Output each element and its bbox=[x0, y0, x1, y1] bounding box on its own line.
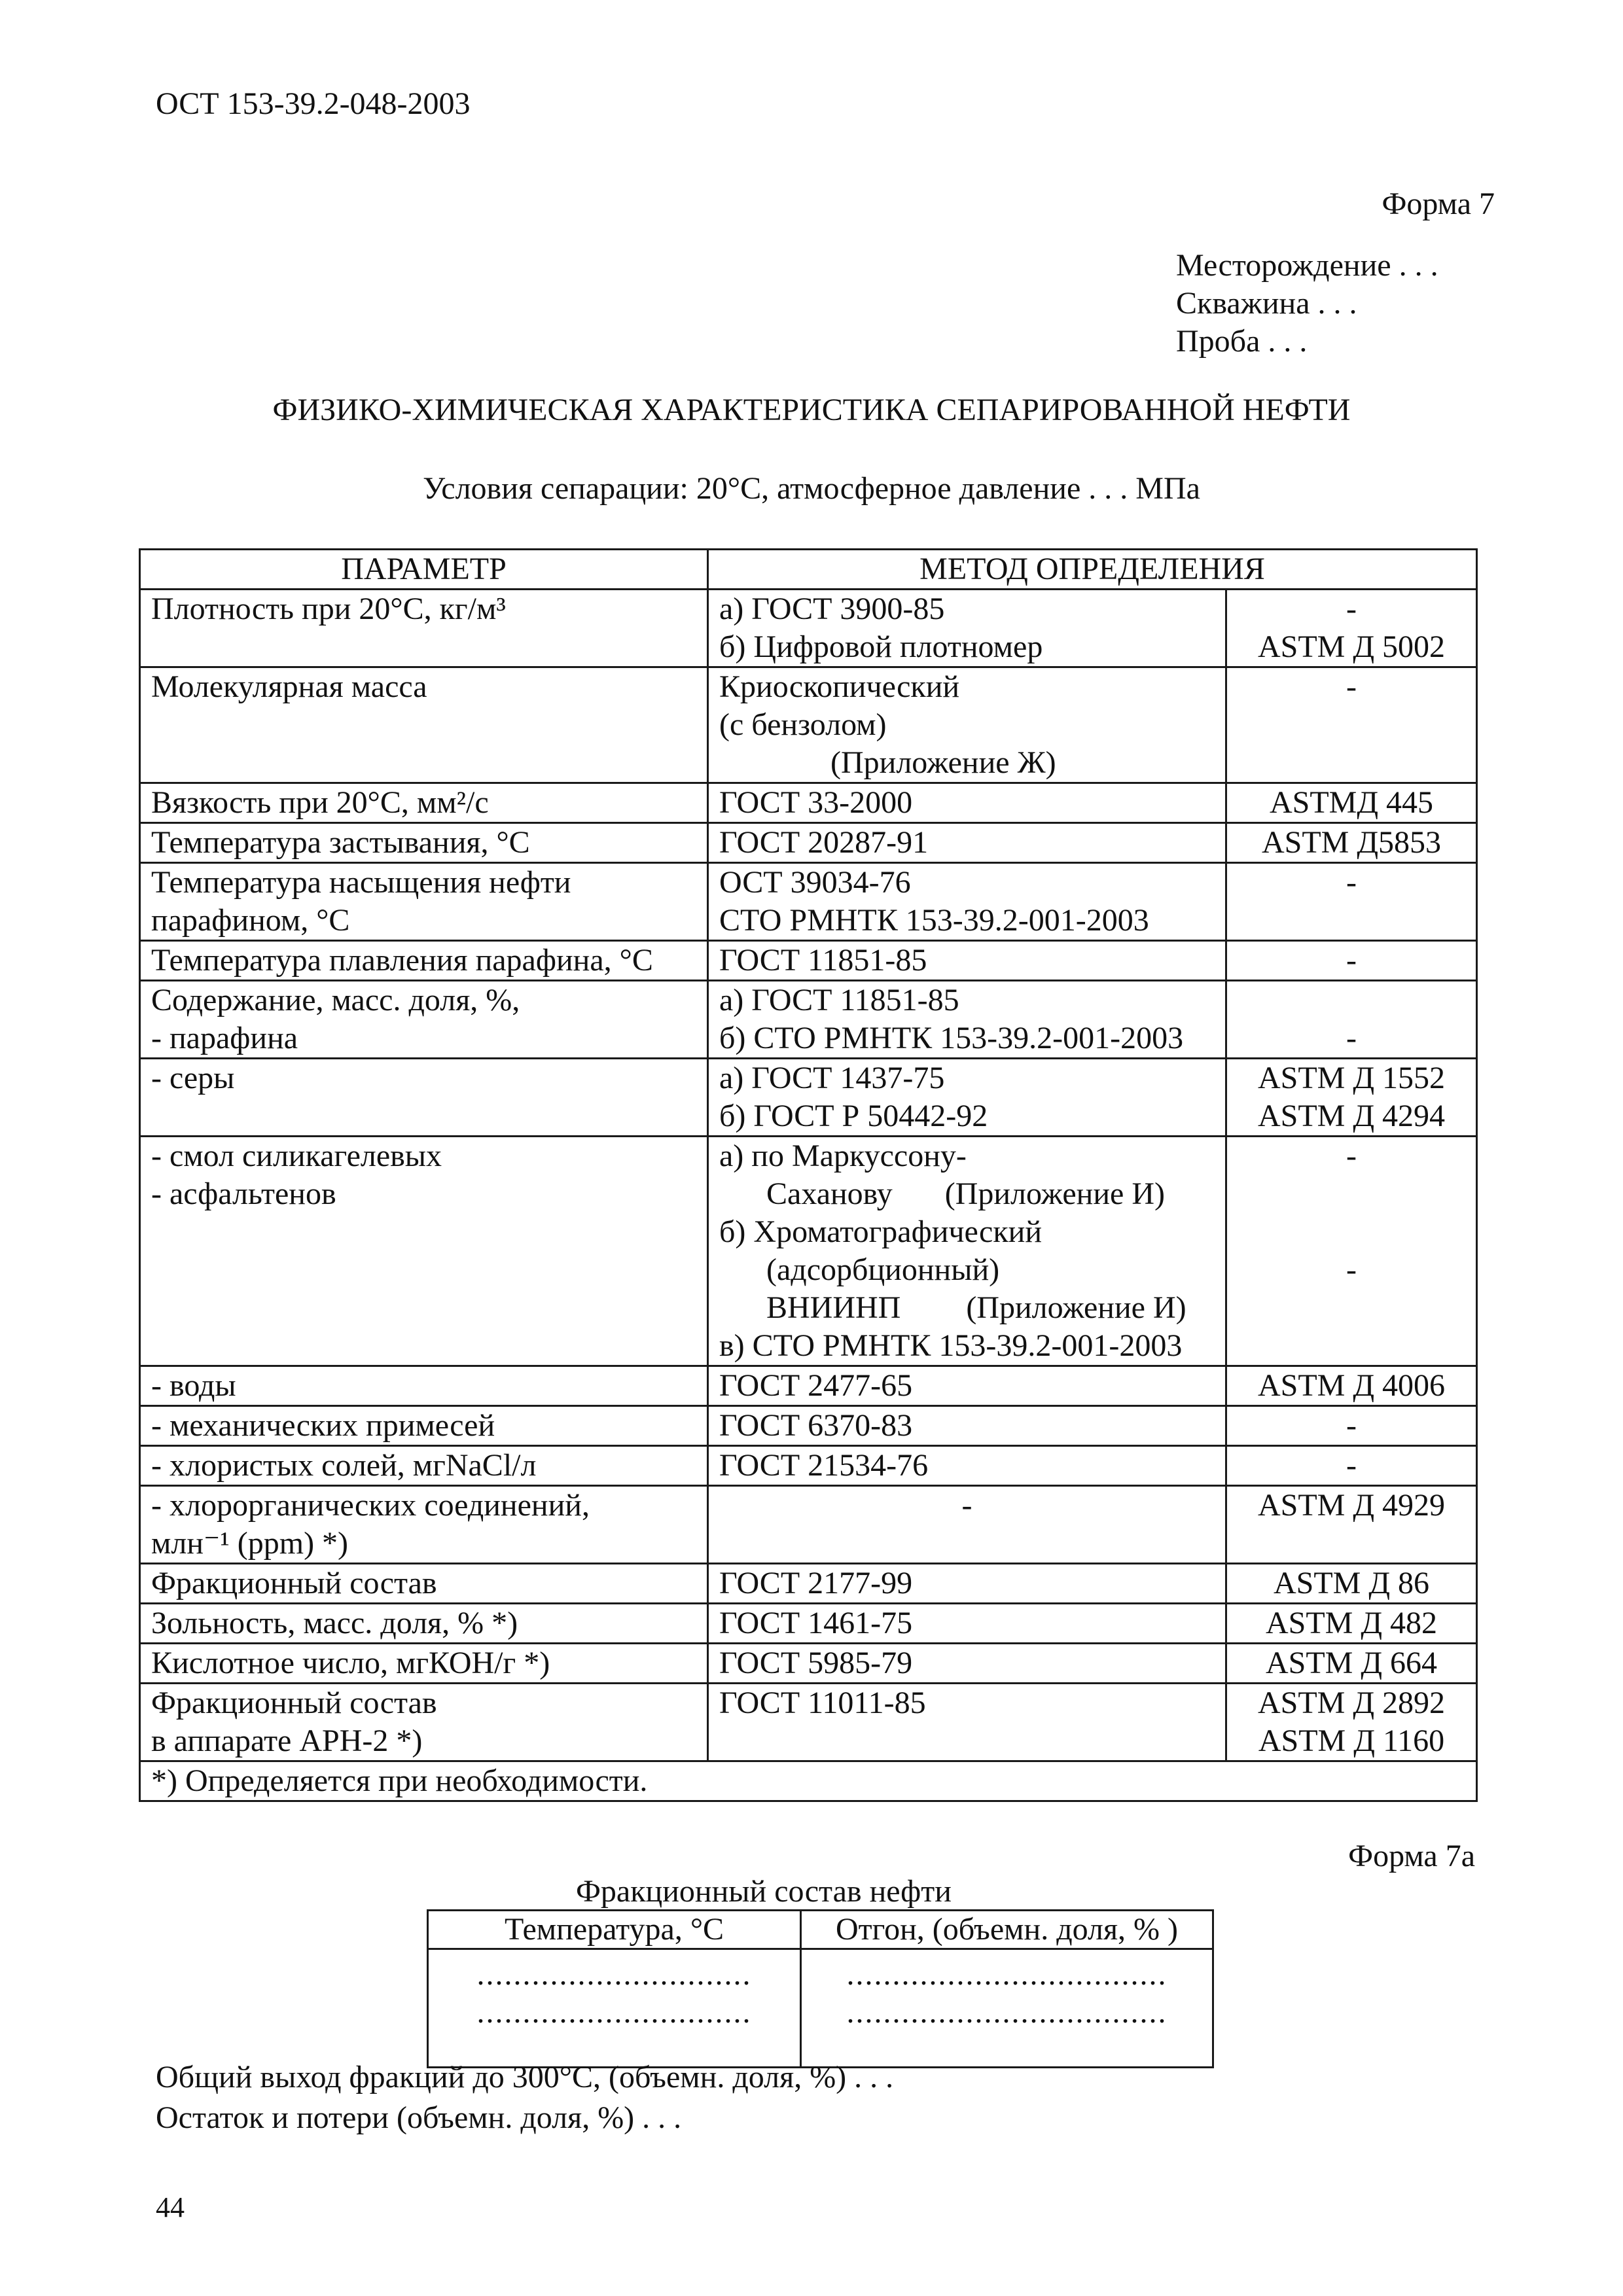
method-cell: - bbox=[708, 1486, 1226, 1564]
form-7a-label: Форма 7а bbox=[1348, 1839, 1475, 1873]
astm-cell: - bbox=[1226, 1446, 1477, 1486]
param-text: Температура насыщения нефти bbox=[151, 865, 571, 900]
header-method: МЕТОД ОПРЕДЕЛЕНИЯ bbox=[708, 550, 1477, 590]
field-sample: Проба . . . bbox=[1176, 324, 1308, 359]
astm-text: ASTM Д 1552 bbox=[1257, 1061, 1446, 1095]
method-text bbox=[719, 1289, 1215, 1327]
header-temperature: Температура, °С bbox=[428, 1911, 801, 1949]
field-well: Скважина . . . bbox=[1176, 286, 1357, 321]
separation-conditions: Условия сепарации: 20°С, атмосферное давление . . . МПа bbox=[423, 471, 1200, 506]
astm-text: ASTM Д 2892 bbox=[1257, 1686, 1446, 1720]
param-cell: - механических примесей bbox=[140, 1406, 708, 1446]
astm-cell bbox=[1226, 667, 1477, 783]
fraction-body-row bbox=[428, 1949, 1213, 2068]
temperature-cell bbox=[428, 1949, 801, 2068]
param-cell bbox=[140, 1486, 708, 1564]
method-cell: ГОСТ 33-2000 bbox=[708, 783, 1226, 823]
param-cell: Вязкость при 20°С, мм²/с bbox=[140, 783, 708, 823]
param-cell bbox=[140, 981, 708, 1059]
astm-cell bbox=[1226, 1137, 1477, 1366]
blank-line: ................................... bbox=[846, 1995, 1168, 2030]
param-cell: Температура плавления парафина, °С bbox=[140, 941, 708, 981]
table-row bbox=[140, 667, 1477, 783]
residue-losses: Остаток и потери (объемн. доля, %) . . . bbox=[156, 2100, 682, 2135]
param-cell: Зольность, масс. доля, % *) bbox=[140, 1604, 708, 1644]
astm-text: ASTM Д 4294 bbox=[1257, 1099, 1446, 1133]
method-cell: ГОСТ 1461-75 bbox=[708, 1604, 1226, 1644]
astm-cell: ASTM Д 482 bbox=[1226, 1604, 1477, 1644]
method-cell bbox=[708, 1137, 1226, 1366]
table-row bbox=[140, 863, 1477, 941]
blank-line: .............................. bbox=[476, 1957, 752, 1992]
fraction-table bbox=[427, 1909, 1214, 2068]
method-cell bbox=[708, 1059, 1226, 1137]
total-yield: Общий выход фракций до 300°С, (объемн. доля, %) . . . bbox=[156, 2060, 894, 2094]
astm-cell: ASTM Д 4929 bbox=[1226, 1486, 1477, 1564]
method-text-part: (Приложение И) bbox=[966, 1290, 1186, 1325]
astm-text: ASTM Д 1160 bbox=[1258, 1723, 1445, 1758]
table-header-row bbox=[140, 550, 1477, 590]
astm-cell: - bbox=[1226, 1406, 1477, 1446]
method-cell: ГОСТ 20287-91 bbox=[708, 823, 1226, 863]
fraction-table-title: Фракционный состав нефти bbox=[576, 1874, 952, 1909]
param-text: Молекулярная масса bbox=[151, 669, 427, 704]
method-text-part: Саханову bbox=[766, 1176, 893, 1211]
table-row bbox=[140, 823, 1477, 863]
method-text: а) ГОСТ 1437-75 bbox=[719, 1061, 945, 1095]
method-cell: ГОСТ 11011-85 bbox=[708, 1684, 1226, 1761]
table-row bbox=[140, 1366, 1477, 1406]
method-text: б) Цифровой плотномер bbox=[719, 629, 1043, 664]
method-cell: ГОСТ 5985-79 bbox=[708, 1644, 1226, 1684]
method-text: СТО РМНТК 153-39.2-001-2003 bbox=[719, 903, 1149, 938]
table-row bbox=[140, 1684, 1477, 1761]
method-cell bbox=[708, 981, 1226, 1059]
table-row bbox=[140, 981, 1477, 1059]
param-cell bbox=[140, 590, 708, 667]
table-row bbox=[140, 783, 1477, 823]
page-number: 44 bbox=[156, 2191, 185, 2223]
method-cell: ГОСТ 6370-83 bbox=[708, 1406, 1226, 1446]
table-row bbox=[140, 590, 1477, 667]
method-text: а) по Маркуссону- bbox=[719, 1139, 967, 1173]
method-text: б) ГОСТ Р 50442-92 bbox=[719, 1099, 988, 1133]
table-row bbox=[140, 1486, 1477, 1564]
param-text: - хлорорганических соединений, bbox=[151, 1488, 590, 1523]
param-cell bbox=[140, 667, 708, 783]
blank-line: ................................... bbox=[846, 1957, 1168, 1992]
table-row bbox=[140, 1564, 1477, 1604]
footnote-row bbox=[140, 1761, 1477, 1801]
astm-cell: ASTM Д 664 bbox=[1226, 1644, 1477, 1684]
param-cell: - серы bbox=[140, 1059, 708, 1137]
footnote: *) Определяется при необходимости. bbox=[140, 1761, 1477, 1801]
table-row bbox=[140, 1446, 1477, 1486]
document-code: ОСТ 153-39.2-048-2003 bbox=[156, 86, 471, 121]
astm-cell bbox=[1226, 1059, 1477, 1137]
param-text: Плотность при 20°С, кг/м³ bbox=[151, 592, 506, 626]
distillate-cell bbox=[801, 1949, 1213, 2068]
table-row bbox=[140, 1604, 1477, 1644]
param-cell bbox=[140, 1137, 708, 1366]
table-row bbox=[140, 941, 1477, 981]
properties-table bbox=[139, 548, 1478, 1802]
method-cell: ГОСТ 11851-85 bbox=[708, 941, 1226, 981]
astm-cell: ASTM Д5853 bbox=[1226, 823, 1477, 863]
blank-line: .............................. bbox=[476, 1995, 752, 2030]
method-text-part: ВНИИНП bbox=[766, 1290, 901, 1325]
method-text: б) СТО РМНТК 153-39.2-001-2003 bbox=[719, 1021, 1184, 1055]
method-text bbox=[719, 1175, 1215, 1213]
astm-cell: - bbox=[1226, 981, 1477, 1059]
astm-cell: - bbox=[1226, 863, 1477, 941]
astm-text: - bbox=[1346, 1252, 1357, 1287]
param-text: млн⁻¹ (ppm) *) bbox=[151, 1526, 349, 1561]
table-row bbox=[140, 1644, 1477, 1684]
param-text: - асфальтенов bbox=[151, 1176, 336, 1211]
method-cell bbox=[708, 590, 1226, 667]
method-text: (с бензолом) bbox=[719, 707, 887, 742]
method-text: а) ГОСТ 3900-85 bbox=[719, 592, 945, 626]
param-cell bbox=[140, 1684, 708, 1761]
method-cell: ГОСТ 2177-99 bbox=[708, 1564, 1226, 1604]
param-text: Содержание, масс. доля, %, bbox=[151, 983, 520, 1017]
astm-cell: ASTM Д 86 bbox=[1226, 1564, 1477, 1604]
astm-cell bbox=[1226, 590, 1477, 667]
param-cell: Температура застывания, °С bbox=[140, 823, 708, 863]
param-text: - парафина bbox=[151, 1021, 298, 1055]
method-text-part: (Приложение И) bbox=[944, 1176, 1165, 1211]
param-text: парафином, °С bbox=[151, 903, 350, 938]
method-text: (адсорбционный) bbox=[766, 1252, 1000, 1287]
table-row bbox=[140, 1137, 1477, 1366]
header-parameter: ПАРАМЕТР bbox=[140, 550, 708, 590]
method-text: ОСТ 39034-76 bbox=[719, 865, 911, 900]
method-text: в) СТО РМНТК 153-39.2-001-2003 bbox=[719, 1328, 1183, 1363]
param-text: в аппарате АРН-2 *) bbox=[151, 1723, 423, 1758]
param-cell: Фракционный состав bbox=[140, 1564, 708, 1604]
param-cell: - воды bbox=[140, 1366, 708, 1406]
astm-cell bbox=[1226, 1684, 1477, 1761]
method-cell bbox=[708, 863, 1226, 941]
table-row bbox=[140, 1406, 1477, 1446]
astm-cell: ASTM Д 4006 bbox=[1226, 1366, 1477, 1406]
param-cell: - хлористых солей, мгNaCl/л bbox=[140, 1446, 708, 1486]
param-text: - смол силикагелевых bbox=[151, 1139, 442, 1173]
astm-text: ASTM Д 5002 bbox=[1257, 629, 1446, 664]
astm-cell: ASTMД 445 bbox=[1226, 783, 1477, 823]
fraction-header-row bbox=[428, 1911, 1213, 1949]
method-text: б) Хроматографический bbox=[719, 1214, 1043, 1249]
form-7-title: ФИЗИКО-ХИМИЧЕСКАЯ ХАРАКТЕРИСТИКА СЕПАРИРОВАННОЙ НЕФТИ bbox=[272, 393, 1351, 427]
method-cell: ГОСТ 21534-76 bbox=[708, 1446, 1226, 1486]
method-cell: ГОСТ 2477-65 bbox=[708, 1366, 1226, 1406]
param-cell bbox=[140, 863, 708, 941]
method-text: а) ГОСТ 11851-85 bbox=[719, 983, 959, 1017]
form-7-label: Форма 7 bbox=[1382, 186, 1495, 221]
method-text: (Приложение Ж) bbox=[830, 745, 1056, 780]
header-distillate: Отгон, (объемн. доля, % ) bbox=[801, 1911, 1213, 1949]
astm-cell: - bbox=[1226, 941, 1477, 981]
astm-text: - bbox=[1346, 592, 1357, 626]
method-text: Криоскопический bbox=[719, 669, 960, 704]
astm-text: - bbox=[1346, 669, 1357, 704]
method-cell bbox=[708, 667, 1226, 783]
param-cell: Кислотное число, мгКОН/г *) bbox=[140, 1644, 708, 1684]
table-row bbox=[140, 1059, 1477, 1137]
param-text: Фракционный состав bbox=[151, 1686, 437, 1720]
field-deposit: Месторождение . . . bbox=[1176, 248, 1438, 283]
astm-text: - bbox=[1346, 1139, 1357, 1173]
